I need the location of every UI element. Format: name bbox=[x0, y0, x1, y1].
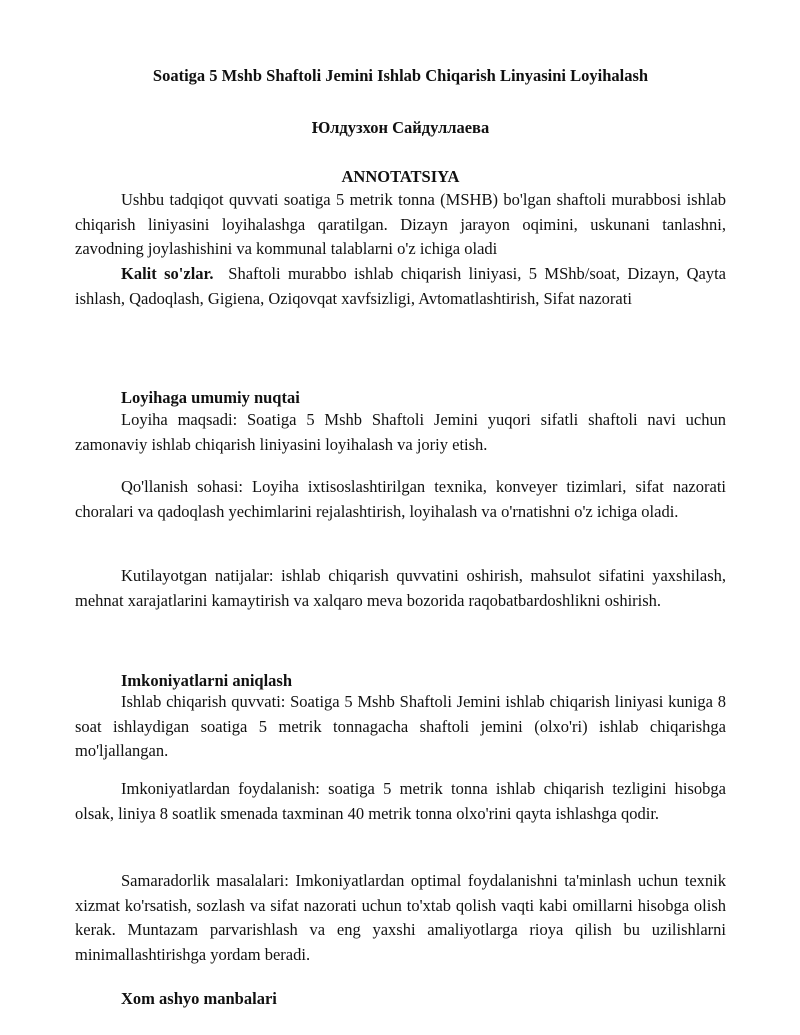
section-heading: Imkoniyatlarni aniqlash bbox=[121, 671, 293, 690]
keywords-label: Kalit so'zlar. bbox=[121, 264, 214, 283]
section-heading: Xom ashyo manbalari bbox=[121, 989, 277, 1008]
section-paragraph: Ishlab chiqarish quvvati: Soatiga 5 Mshb Shaftoli Jemini ishlab chiqarish liniyasi kuniga 8 soat ishlaydigan soatiga 5 metrik tonnagacha shaftoli jemini (olxo'ri) ishlab chiqarishga mo'ljallangan. bbox=[75, 692, 726, 760]
section-paragraph: Kutilayotgan natijalar: ishlab chiqarish quvvatini oshirish, mahsulot sifatini yaxshilash, mehnat xarajatlarini kamaytirish va xalqaro meva bozorida raqobatbardoshlikni oshirish. bbox=[75, 566, 726, 610]
keywords-paragraph bbox=[75, 262, 726, 311]
section-paragraph: Samaradorlik masalalari: Imkoniyatlardan optimal foydalanishni ta'minlash uchun texnik xizmat ko'rsatish, sozlash va sifat nazorati uchun to'xtab qolish vaqti kabi omillarni hisobga olish kerak. Muntazam parvarishlash va eng yaxshi amaliyotlarga rioya qilish bu uzilishlarni minimallashtirishga yordam beradi. bbox=[75, 871, 726, 964]
section-paragraph: Loyiha maqsadi: Soatiga 5 Mshb Shaftoli Jemini yuqori sifatli shaftoli navi uchun zamonaviy ishlab chiqarish liniyasini loyihalash va joriy etish. bbox=[75, 410, 726, 454]
author-name: Юлдузхон Сайдуллаева bbox=[311, 118, 490, 137]
section-paragraph: Imkoniyatlardan foydalanish: soatiga 5 metrik tonna ishlab chiqarish tezligini hisobga olsak, liniya 8 soatlik smenada taxminan 40 metrik tonna olxo'rini qayta ishlashga qodir. bbox=[75, 779, 726, 823]
abstract-heading: ANNOTATSIYA bbox=[341, 167, 460, 186]
section-paragraph: Qo'llanish sohasi: Loyiha ixtisoslashtirilgan texnika, konveyer tizimlari, sifat nazorati choralari va qadoqlash yechimlarini rejalashtirish, loyihalash va o'rnatishni o'z ichiga oladi. bbox=[75, 477, 726, 521]
section-heading: Loyihaga umumiy nuqtai bbox=[121, 388, 300, 407]
document-title: Soatiga 5 Mshb Shaftoli Jemini Ishlab Chiqarish Linyasini Loyihalash bbox=[152, 66, 649, 85]
keywords-text: Shaftoli murabbo ishlab chiqarish liniyasi, 5 MShb/soat, Dizayn, Qayta ishlash, Qadoqlash, Gigiena, Oziqovqat xavfsizligi, Avtomatlashtirish, Sifat nazorati bbox=[75, 264, 726, 308]
abstract-paragraph: Ushbu tadqiqot quvvati soatiga 5 metrik tonna (MSHB) bo'lgan shaftoli murabbosi ishlab chiqarish liniyasini loyihalashga qaratilgan. Dizayn jarayon oqimini, uskunani tanlashni, zavodning joylashishini va kommunal talablarni o'z ichiga oladi bbox=[75, 190, 726, 258]
